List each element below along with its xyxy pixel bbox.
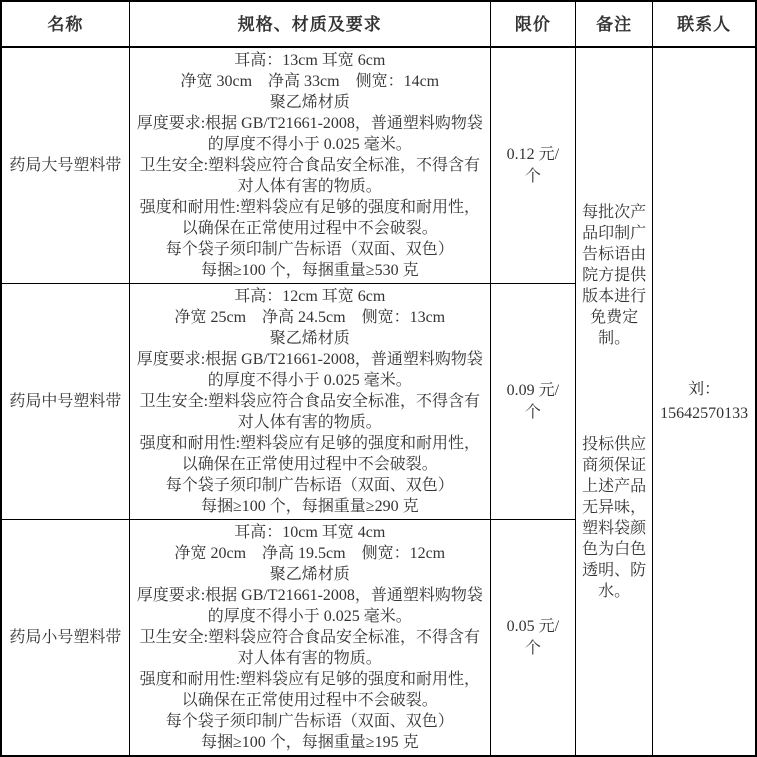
price-line: 个	[524, 403, 541, 421]
product-name-medium: 药局中号塑料带	[1, 284, 129, 520]
spec-line: 每个袋子须印制广告标语（双面、双色）	[165, 241, 454, 258]
contact-cell	[653, 47, 756, 756]
header-remark: 备注	[576, 1, 653, 47]
product-spec-small	[129, 520, 490, 757]
table-row-large-bag	[1, 47, 756, 284]
spec-line: 每捆≥100 个，每捆重量≥530 克	[201, 262, 419, 279]
table-header-row	[1, 1, 756, 47]
remark-cell	[576, 47, 653, 756]
header-contact: 联系人	[653, 1, 756, 47]
price-line: 个	[524, 639, 541, 657]
product-spec-medium	[129, 284, 490, 520]
spec-line: 净宽 25cm 净高 24.5cm 侧宽：13cm	[174, 309, 446, 326]
spec-line: 耳高：12cm 耳宽 6cm	[234, 288, 386, 305]
header-name: 名称	[1, 1, 129, 47]
spec-line: 每捆≥100 个，每捆重量≥195 克	[201, 734, 419, 751]
remark-paragraph: 投标供应商须保证上述产品无异味，塑料袋颜色为白色透明、防水。	[582, 435, 647, 600]
spec-line: 聚乙烯材质	[269, 566, 350, 583]
price-line: 个	[524, 167, 541, 185]
spec-line: 卫生安全:塑料袋应符合食品安全标准，不得含有对人体有害的物质。	[139, 393, 481, 431]
contact-name: 刘：	[688, 380, 721, 398]
price-line: 0.05 元/	[506, 617, 560, 635]
product-name-small: 药局小号塑料带	[1, 520, 129, 757]
spec-line: 耳高：10cm 耳宽 4cm	[234, 524, 386, 541]
price-limit-medium	[490, 284, 575, 520]
spec-line: 卫生安全:塑料袋应符合食品安全标准，不得含有对人体有害的物质。	[139, 629, 481, 667]
product-name-large: 药局大号塑料带	[1, 47, 129, 284]
contact-phone: 15642570133	[660, 404, 749, 422]
product-spec-large	[129, 47, 490, 284]
price-limit-small	[490, 520, 575, 757]
spec-line: 耳高：13cm 耳宽 6cm	[234, 52, 386, 69]
spec-line: 净宽 30cm 净高 33cm 侧宽：14cm	[180, 73, 440, 90]
spec-line: 每个袋子须印制广告标语（双面、双色）	[165, 713, 454, 730]
spec-line: 厚度要求:根据 GB/T21661-2008，普通塑料购物袋的厚度不得小于 0.025 毫米。	[136, 351, 483, 389]
spec-line: 卫生安全:塑料袋应符合食品安全标准，不得含有对人体有害的物质。	[139, 157, 481, 195]
spec-line: 强度和耐用性:塑料袋应有足够的强度和耐用性，以确保在正常使用过程中不会破裂。	[139, 199, 481, 237]
price-limit-large	[490, 47, 575, 284]
spec-line: 厚度要求:根据 GB/T21661-2008，普通塑料购物袋的厚度不得小于 0.025 毫米。	[136, 115, 483, 153]
price-line: 0.09 元/	[506, 381, 560, 399]
spec-line: 聚乙烯材质	[269, 94, 350, 111]
spec-line: 每个袋子须印制广告标语（双面、双色）	[165, 477, 454, 494]
header-spec: 规格、材质及要求	[129, 1, 490, 47]
price-line: 0.12 元/	[506, 145, 560, 163]
spec-line: 强度和耐用性:塑料袋应有足够的强度和耐用性，以确保在正常使用过程中不会破裂。	[139, 435, 481, 473]
spec-line: 净宽 20cm 净高 19.5cm 侧宽：12cm	[174, 545, 446, 562]
spec-line: 强度和耐用性:塑料袋应有足够的强度和耐用性，以确保在正常使用过程中不会破裂。	[139, 671, 481, 709]
spec-line: 每捆≥100 个，每捆重量≥290 克	[201, 498, 419, 515]
remark-paragraph: 每批次产品印制广告标语由院方提供版本进行免费定制。	[582, 203, 647, 347]
spec-line: 厚度要求:根据 GB/T21661-2008，普通塑料购物袋的厚度不得小于 0.025 毫米。	[136, 587, 483, 625]
spec-line: 聚乙烯材质	[269, 330, 350, 347]
header-price: 限价	[490, 1, 575, 47]
